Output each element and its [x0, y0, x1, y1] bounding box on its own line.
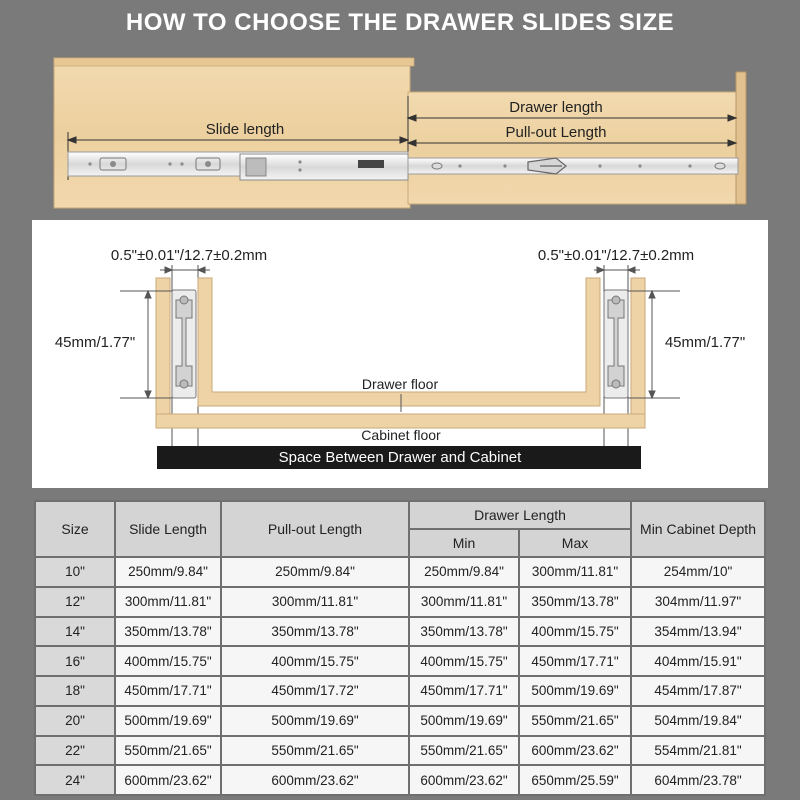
cell-slide: 300mm/11.81" [115, 587, 221, 617]
cell-depth: 254mm/10" [631, 557, 765, 587]
cell-max: 500mm/19.69" [519, 676, 631, 706]
table-row [35, 676, 765, 706]
cell-pullout: 250mm/9.84" [221, 557, 409, 587]
cell-pullout: 450mm/17.72" [221, 676, 409, 706]
header-size: Size [35, 501, 115, 557]
size-spec-table [34, 500, 766, 796]
cell-min: 250mm/9.84" [409, 557, 519, 587]
cell-pullout: 400mm/15.75" [221, 646, 409, 676]
header-slide-length: Slide Length [115, 501, 221, 557]
cell-slide: 450mm/17.71" [115, 676, 221, 706]
slide-profile-left [172, 290, 196, 398]
header-pullout-length: Pull-out Length [221, 501, 409, 557]
slide-length-label: Slide length [205, 121, 285, 138]
drawer-front [736, 72, 746, 204]
table-row [35, 765, 765, 795]
cell-slide: 400mm/15.75" [115, 646, 221, 676]
cell-max: 400mm/15.75" [519, 617, 631, 647]
cell-pullout: 600mm/23.62" [221, 765, 409, 795]
height-left-label: 45mm/1.77" [54, 334, 136, 351]
space-caption-text: Space Between Drawer and Cabinet [278, 449, 522, 466]
cell-slide: 350mm/13.78" [115, 617, 221, 647]
cell-size: 12" [35, 587, 115, 617]
cell-slide: 500mm/19.69" [115, 706, 221, 736]
cell-slide: 550mm/21.65" [115, 736, 221, 766]
cross-section-diagram [0, 220, 800, 490]
header-drawer-length: Drawer Length [409, 501, 631, 529]
table-body [35, 557, 765, 795]
cell-depth: 304mm/11.97" [631, 587, 765, 617]
table-row [35, 617, 765, 647]
cell-min: 450mm/17.71" [409, 676, 519, 706]
table-row [35, 587, 765, 617]
side-gap-right-label: 0.5"±0.01"/12.7±0.2mm [537, 247, 695, 264]
cell-max: 600mm/23.62" [519, 736, 631, 766]
cell-slide: 250mm/9.84" [115, 557, 221, 587]
cell-size: 14" [35, 617, 115, 647]
cell-depth: 404mm/15.91" [631, 646, 765, 676]
cell-size: 22" [35, 736, 115, 766]
header-min: Min [409, 529, 519, 557]
cell-depth: 354mm/13.94" [631, 617, 765, 647]
page-title: HOW TO CHOOSE THE DRAWER SLIDES SIZE [125, 9, 675, 36]
cell-min: 600mm/23.62" [409, 765, 519, 795]
cabinet-wall-left [156, 278, 170, 428]
cell-pullout: 300mm/11.81" [221, 587, 409, 617]
cell-max: 650mm/25.59" [519, 765, 631, 795]
cell-min: 550mm/21.65" [409, 736, 519, 766]
cell-size: 20" [35, 706, 115, 736]
cell-min: 300mm/11.81" [409, 587, 519, 617]
cell-min: 400mm/15.75" [409, 646, 519, 676]
height-right-label: 45mm/1.77" [664, 334, 746, 351]
cell-size: 18" [35, 676, 115, 706]
header-max: Max [519, 529, 631, 557]
cell-max: 350mm/13.78" [519, 587, 631, 617]
table-row [35, 736, 765, 766]
slide-profile-right [604, 290, 628, 398]
table-row [35, 706, 765, 736]
cell-max: 300mm/11.81" [519, 557, 631, 587]
cell-size: 24" [35, 765, 115, 795]
cell-size: 16" [35, 646, 115, 676]
drawer-length-label: Drawer length [509, 99, 603, 116]
cell-depth: 504mm/19.84" [631, 706, 765, 736]
cell-size: 10" [35, 557, 115, 587]
side-gap-left-label: 0.5"±0.01"/12.7±0.2mm [110, 247, 268, 264]
cell-pullout: 350mm/13.78" [221, 617, 409, 647]
cell-depth: 604mm/23.78" [631, 765, 765, 795]
pullout-length-label: Pull-out Length [505, 124, 607, 141]
drawer-floor-label: Drawer floor [361, 376, 439, 392]
cell-min: 350mm/13.78" [409, 617, 519, 647]
table-row [35, 646, 765, 676]
cell-min: 500mm/19.69" [409, 706, 519, 736]
cell-slide: 600mm/23.62" [115, 765, 221, 795]
cell-depth: 454mm/17.87" [631, 676, 765, 706]
table-row [35, 557, 765, 587]
cell-pullout: 550mm/21.65" [221, 736, 409, 766]
cabinet-wall-right [631, 278, 645, 428]
cell-depth: 554mm/21.81" [631, 736, 765, 766]
header-min-cabinet-depth: Min Cabinet Depth [631, 501, 765, 557]
cell-max: 550mm/21.65" [519, 706, 631, 736]
cabinet-floor [156, 414, 645, 428]
cell-max: 450mm/17.71" [519, 646, 631, 676]
cell-pullout: 500mm/19.69" [221, 706, 409, 736]
cabinet-top-edge [54, 58, 414, 66]
cabinet-floor-label: Cabinet floor [361, 427, 441, 443]
